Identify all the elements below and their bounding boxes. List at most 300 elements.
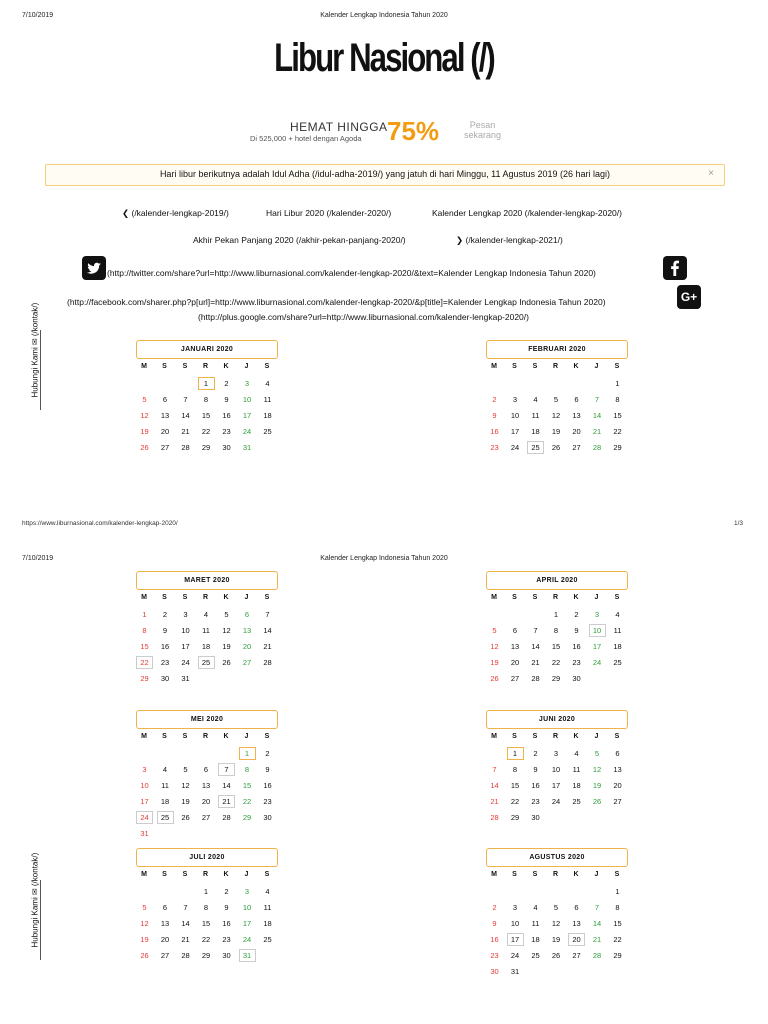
day-cell: 24 <box>242 935 252 944</box>
print-doc-title: Kalender Lengkap Indonesia Tahun 2020 <box>320 12 448 19</box>
day-cell: 25 <box>157 811 174 824</box>
month-title: JANUARI 2020 <box>136 340 278 359</box>
day-cell: 27 <box>572 443 581 452</box>
weekday-label: R <box>202 363 209 370</box>
day-cell: 23 <box>490 951 499 960</box>
day-cell: 16 <box>490 427 499 436</box>
day-cell: 22 <box>242 797 252 806</box>
weekday-label: R <box>202 871 209 878</box>
day-cell: 18 <box>201 642 211 651</box>
day-cell: 6 <box>615 749 620 758</box>
day-cell: 6 <box>203 765 209 774</box>
day-cell: 19 <box>490 658 499 667</box>
weekday-label: M <box>141 363 147 370</box>
day-cell: 22 <box>136 656 153 669</box>
day-cell: 28 <box>181 443 190 452</box>
weekday-label: S <box>614 733 620 740</box>
month-title: MARET 2020 <box>136 571 278 590</box>
day-cell: 29 <box>201 443 211 452</box>
day-cell: 7 <box>594 395 600 404</box>
day-cell: 21 <box>592 427 602 436</box>
day-cell: 10 <box>551 765 561 774</box>
day-cell: 2 <box>492 395 497 404</box>
day-cell: 15 <box>613 919 622 928</box>
weekday-header <box>136 363 281 377</box>
day-cell: 17 <box>592 642 602 651</box>
day-cell: 25 <box>527 441 544 454</box>
day-cell: 19 <box>140 427 149 436</box>
day-cell: 29 <box>551 674 561 683</box>
facebook-icon[interactable] <box>663 256 687 280</box>
day-cell: 24 <box>510 951 520 960</box>
weekday-label: K <box>573 363 579 370</box>
month-title: JULI 2020 <box>136 848 278 867</box>
day-cell: 20 <box>568 933 585 946</box>
day-cell: 3 <box>244 379 250 388</box>
day-cell: 24 <box>510 443 520 452</box>
day-cell: 4 <box>533 395 538 404</box>
weekday-label: K <box>223 594 229 601</box>
day-cell: 19 <box>181 797 190 806</box>
day-cell: 27 <box>572 951 581 960</box>
day-cell: 14 <box>592 411 602 420</box>
day-cell: 12 <box>592 765 602 774</box>
month-calendar <box>486 848 631 976</box>
day-cell: 11 <box>572 765 581 774</box>
weekday-label: M <box>491 594 497 601</box>
day-cell: 2 <box>265 749 270 758</box>
day-cell: 12 <box>551 919 561 928</box>
day-cell: 6 <box>574 395 579 404</box>
weekday-label: S <box>614 363 620 370</box>
weekday-label: S <box>162 594 167 601</box>
weekday-label: S <box>162 871 167 878</box>
day-cell: 29 <box>201 951 211 960</box>
day-cell: 4 <box>533 903 538 912</box>
day-cell: 5 <box>142 903 147 912</box>
day-cell: 21 <box>181 935 190 944</box>
day-cell: 2 <box>574 610 579 619</box>
day-cell: 30 <box>572 674 581 683</box>
day-cell: 28 <box>490 813 499 822</box>
weekday-header <box>136 871 281 885</box>
day-cell: 15 <box>551 642 561 651</box>
day-cell: 24 <box>181 658 190 667</box>
day-cell: 17 <box>242 411 252 420</box>
day-cell: 18 <box>531 427 540 436</box>
day-cell: 24 <box>136 811 153 824</box>
day-cell: 15 <box>613 411 622 420</box>
day-cell: 13 <box>160 411 170 420</box>
day-cell: 19 <box>551 935 561 944</box>
day-cell: 26 <box>551 443 561 452</box>
day-cell: 2 <box>492 903 497 912</box>
weekday-label: S <box>512 733 517 740</box>
day-cell: 8 <box>615 395 620 404</box>
day-cell: 14 <box>263 626 272 635</box>
nav-long-weekend[interactable]: Akhir Pekan Panjang 2020 (/akhir-pekan-panjang-2020/) <box>193 235 406 245</box>
day-cell: 26 <box>551 951 561 960</box>
notice-text: Hari libur berikutnya adalah Idul Adha (/idul-adha-2019/) yang jatuh di hari Minggu, 11 Agustus 2019 (26 hari lagi) <box>159 169 611 179</box>
day-cell: 23 <box>222 427 231 436</box>
page-title: Libur Nasional (/) <box>274 36 494 80</box>
nav-prev-year[interactable]: ❮ (/kalender-lengkap-2019/) <box>122 208 229 218</box>
day-cell: 10 <box>242 395 252 404</box>
facebook-share-link[interactable]: (http://facebook.com/sharer.php?p[url]=http://www.liburnasional.com/kalender-lengkap-2020/&p[title]=Kalender Lengkap Indonesia Tahun 2020) <box>67 297 606 307</box>
day-cell: 13 <box>201 781 211 790</box>
day-cell: 10 <box>589 624 606 637</box>
day-cell: 5 <box>224 610 229 619</box>
month-calendar <box>136 340 281 452</box>
month-title: APRIL 2020 <box>486 571 628 590</box>
weekday-label: S <box>264 871 270 878</box>
day-cell: 3 <box>142 765 147 774</box>
weekday-label: S <box>512 871 517 878</box>
weekday-label: K <box>573 733 579 740</box>
weekday-label: R <box>202 733 209 740</box>
day-cell: 3 <box>594 610 600 619</box>
day-cell: 11 <box>161 781 169 790</box>
day-cell: 18 <box>160 797 170 806</box>
day-cell: 13 <box>510 642 520 651</box>
day-cell: 3 <box>512 395 518 404</box>
weekday-label: K <box>573 871 579 878</box>
weekday-label: K <box>223 871 229 878</box>
day-cell: 2 <box>162 610 168 619</box>
day-cell: 1 <box>507 747 524 760</box>
day-cell: 14 <box>592 919 602 928</box>
footer-url[interactable]: https://www.liburnasional.com/kalender-lengkap-2020/ <box>22 520 178 527</box>
day-cell: 6 <box>162 395 168 404</box>
day-cell: 20 <box>613 781 622 790</box>
nav-next-year[interactable]: ❯ (/kalender-lengkap-2021/) <box>456 235 563 245</box>
day-cell: 3 <box>244 887 250 896</box>
day-cell: 1 <box>239 747 256 760</box>
day-cell: 10 <box>510 411 520 420</box>
weekday-label: K <box>223 363 229 370</box>
day-cell: 10 <box>242 903 252 912</box>
weekday-label: S <box>264 594 270 601</box>
day-cell: 26 <box>181 813 190 822</box>
day-cell: 13 <box>242 626 252 635</box>
day-cell: 6 <box>512 626 518 635</box>
day-cell: 6 <box>162 903 168 912</box>
day-cell: 25 <box>531 951 540 960</box>
day-cell: 7 <box>594 903 600 912</box>
day-cell: 25 <box>263 935 272 944</box>
day-cell: 17 <box>140 797 149 806</box>
day-cell: 19 <box>140 935 149 944</box>
day-cell: 9 <box>224 903 229 912</box>
day-cell: 5 <box>553 395 559 404</box>
day-cell: 20 <box>160 935 170 944</box>
day-cell: 1 <box>198 377 215 390</box>
weekday-label: J <box>594 594 599 601</box>
day-cell: 30 <box>222 443 231 452</box>
day-cell: 4 <box>203 610 209 619</box>
agoda-ad[interactable] <box>250 118 520 148</box>
day-cell: 20 <box>572 427 581 436</box>
twitter-share-link[interactable]: (http://twitter.com/share?url=http://www.liburnasional.com/kalender-lengkap-2020/&text=Kalender Lengkap Indonesia Tahun 2020) <box>107 268 596 278</box>
day-cell: 15 <box>242 781 252 790</box>
month-title: MEI 2020 <box>136 710 278 729</box>
day-cell: 28 <box>592 443 602 452</box>
weekday-label: J <box>244 733 249 740</box>
weekday-label: J <box>244 363 249 370</box>
weekday-label: S <box>614 871 620 878</box>
ad-book-link[interactable]: Pesan sekarang <box>464 120 502 140</box>
day-cell: 11 <box>263 395 272 404</box>
day-cell: 12 <box>140 919 149 928</box>
day-cell: 14 <box>490 781 499 790</box>
day-cell: 14 <box>531 642 540 651</box>
weekday-label: J <box>244 594 249 601</box>
day-cell: 18 <box>572 781 581 790</box>
month-calendar <box>486 710 631 822</box>
weekday-label: R <box>552 363 559 370</box>
weekday-label: M <box>141 733 147 740</box>
day-cell: 30 <box>531 813 540 822</box>
day-cell: 26 <box>592 797 602 806</box>
day-cell: 26 <box>490 674 499 683</box>
day-cell: 12 <box>181 781 190 790</box>
day-cell: 10 <box>181 626 190 635</box>
day-cell: 22 <box>510 797 520 806</box>
day-cell: 27 <box>201 813 211 822</box>
day-cell: 23 <box>531 797 540 806</box>
month-calendar <box>486 340 631 452</box>
weekday-label: M <box>491 363 497 370</box>
weekday-label: J <box>594 363 599 370</box>
day-cell: 20 <box>242 642 252 651</box>
day-cell: 25 <box>263 427 272 436</box>
weekday-label: M <box>491 733 497 740</box>
day-cell: 17 <box>510 427 520 436</box>
nav-holidays-2020[interactable]: Hari Libur 2020 (/kalender-2020/) <box>266 208 392 218</box>
weekday-label: R <box>552 871 559 878</box>
day-cell: 25 <box>198 656 215 669</box>
weekday-label: M <box>141 871 147 878</box>
ad-percent: 75% <box>387 116 440 146</box>
day-cell: 21 <box>218 795 235 808</box>
weekday-label: S <box>162 363 167 370</box>
weekday-label: S <box>182 733 188 740</box>
day-cell: 6 <box>574 903 579 912</box>
weekday-label: R <box>552 733 559 740</box>
twitter-icon[interactable] <box>82 256 106 280</box>
day-cell: 2 <box>224 379 229 388</box>
day-cell: 29 <box>242 813 252 822</box>
close-icon[interactable]: × <box>708 168 714 179</box>
day-cell: 26 <box>222 658 231 667</box>
day-cell: 15 <box>201 919 211 928</box>
day-cell: 7 <box>533 626 538 635</box>
day-cell: 5 <box>183 765 188 774</box>
day-cell: 18 <box>263 919 272 928</box>
day-cell: 9 <box>492 411 497 420</box>
day-cell: 16 <box>222 411 231 420</box>
day-cell: 23 <box>160 658 170 667</box>
weekday-label: M <box>141 594 147 601</box>
day-cell: 9 <box>162 626 168 635</box>
weekday-label: S <box>532 363 538 370</box>
day-cell: 21 <box>263 642 272 651</box>
day-cell: 22 <box>201 427 211 436</box>
day-cell: 24 <box>242 427 252 436</box>
day-cell: 8 <box>142 626 147 635</box>
weekday-header <box>136 594 281 608</box>
day-cell: 3 <box>512 903 518 912</box>
weekday-label: S <box>532 871 538 878</box>
day-cell: 15 <box>510 781 520 790</box>
day-cell: 8 <box>512 765 518 774</box>
day-cell: 27 <box>160 443 170 452</box>
day-cell: 8 <box>203 903 209 912</box>
ad-subtext: Di 525,000 + hotel dengan Agoda <box>250 134 362 143</box>
month-title: AGUSTUS 2020 <box>486 848 628 867</box>
day-cell: 4 <box>574 749 579 758</box>
ad-headline: HEMAT HINGGA <box>290 120 388 134</box>
day-cell: 29 <box>613 443 622 452</box>
month-calendar <box>136 848 281 960</box>
day-cell: 21 <box>592 935 602 944</box>
nav-calendar-2020[interactable]: Kalender Lengkap 2020 (/kalender-lengkap-2020/) <box>432 208 622 218</box>
day-cell: 14 <box>181 919 190 928</box>
day-cell: 5 <box>142 395 147 404</box>
month-title: JUNI 2020 <box>486 710 628 729</box>
day-cell: 21 <box>490 797 499 806</box>
day-cell: 27 <box>160 951 170 960</box>
day-cell: 30 <box>222 951 231 960</box>
day-cell: 17 <box>242 919 252 928</box>
day-cell: 27 <box>242 658 252 667</box>
weekday-label: S <box>182 871 188 878</box>
google-plus-icon[interactable]: G+ <box>677 285 701 309</box>
month-title: FEBRUARI 2020 <box>486 340 628 359</box>
day-cell: 15 <box>201 411 211 420</box>
weekday-header <box>486 733 631 747</box>
day-cell: 9 <box>492 919 497 928</box>
day-cell: 31 <box>181 674 190 683</box>
day-cell: 26 <box>140 951 149 960</box>
day-cell: 18 <box>613 642 622 651</box>
day-cell: 7 <box>183 903 188 912</box>
day-cell: 7 <box>265 610 270 619</box>
day-cell: 23 <box>263 797 272 806</box>
day-cell: 16 <box>572 642 581 651</box>
print-doc-title: Kalender Lengkap Indonesia Tahun 2020 <box>320 555 448 562</box>
day-cell: 19 <box>551 427 561 436</box>
day-cell: 22 <box>613 427 622 436</box>
day-cell: 1 <box>553 610 559 619</box>
day-cell: 14 <box>181 411 190 420</box>
contact-side-tab[interactable] <box>28 302 41 410</box>
day-cell: 23 <box>222 935 231 944</box>
weekday-label: S <box>182 363 188 370</box>
contact-side-tab[interactable] <box>28 852 41 960</box>
contact-side-tab-label: Hubungi Kami ✉ (/kontak/) <box>30 852 40 948</box>
weekday-label: S <box>614 594 620 601</box>
day-cell: 30 <box>160 674 170 683</box>
day-cell: 26 <box>140 443 149 452</box>
weekday-label: R <box>552 594 559 601</box>
weekday-label: S <box>532 733 538 740</box>
day-cell: 28 <box>222 813 231 822</box>
day-cell: 11 <box>263 903 272 912</box>
day-cell: 27 <box>510 674 520 683</box>
month-calendar <box>136 710 281 838</box>
day-cell: 31 <box>242 443 252 452</box>
day-cell: 5 <box>553 903 559 912</box>
day-cell: 19 <box>222 642 231 651</box>
print-date: 7/10/2019 <box>22 555 54 562</box>
day-cell: 16 <box>490 935 499 944</box>
weekday-header <box>136 733 281 747</box>
day-cell: 7 <box>492 765 497 774</box>
footer-page: 1/3 <box>734 520 744 527</box>
day-cell: 2 <box>533 749 538 758</box>
day-cell: 13 <box>613 765 622 774</box>
day-cell: 22 <box>201 935 211 944</box>
day-cell: 21 <box>181 427 190 436</box>
google-share-link[interactable]: (http://plus.google.com/share?url=http://www.liburnasional.com/kalender-lengkap-2020/) <box>198 312 529 322</box>
weekday-label: S <box>182 594 188 601</box>
day-cell: 25 <box>613 658 622 667</box>
holiday-notice <box>45 164 725 186</box>
day-cell: 5 <box>594 749 600 758</box>
weekday-label: S <box>264 363 270 370</box>
weekday-header <box>486 871 631 885</box>
weekday-header <box>486 363 631 377</box>
weekday-label: J <box>244 871 249 878</box>
day-cell: 31 <box>140 829 149 838</box>
day-cell: 21 <box>531 658 540 667</box>
day-cell: 13 <box>572 919 581 928</box>
day-cell: 8 <box>553 626 559 635</box>
weekday-header <box>486 594 631 608</box>
day-cell: 4 <box>615 610 620 619</box>
day-cell: 24 <box>551 797 561 806</box>
day-cell: 22 <box>613 935 622 944</box>
day-cell: 8 <box>615 903 620 912</box>
day-cell: 20 <box>160 427 170 436</box>
day-cell: 30 <box>490 967 499 976</box>
day-cell: 6 <box>244 610 250 619</box>
day-cell: 14 <box>222 781 231 790</box>
month-calendar <box>486 571 631 683</box>
weekday-label: R <box>202 594 209 601</box>
print-date: 7/10/2019 <box>22 12 54 19</box>
day-cell: 4 <box>162 765 168 774</box>
weekday-label: S <box>512 594 517 601</box>
day-cell: 19 <box>592 781 602 790</box>
day-cell: 9 <box>533 765 538 774</box>
day-cell: 11 <box>613 626 622 635</box>
day-cell: 5 <box>492 626 497 635</box>
weekday-label: S <box>532 594 538 601</box>
day-cell: 24 <box>592 658 602 667</box>
weekday-label: K <box>573 594 579 601</box>
weekday-label: J <box>594 871 599 878</box>
day-cell: 31 <box>510 967 520 976</box>
day-cell: 12 <box>222 626 231 635</box>
day-cell: 13 <box>160 919 170 928</box>
day-cell: 4 <box>265 379 270 388</box>
day-cell: 11 <box>531 919 540 928</box>
day-cell: 31 <box>239 949 256 962</box>
day-cell: 20 <box>510 658 520 667</box>
day-cell: 7 <box>218 763 235 776</box>
